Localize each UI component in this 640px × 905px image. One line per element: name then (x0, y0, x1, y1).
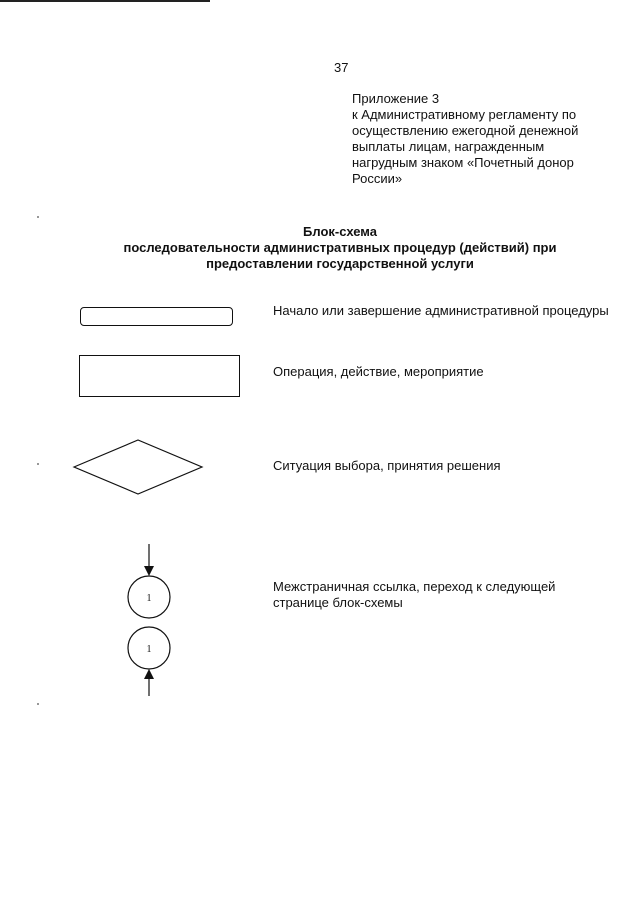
scan-speck (37, 703, 39, 705)
appendix-line: выплаты лицам, награжденным (352, 139, 545, 154)
incoming-connector-number: 1 (146, 644, 152, 655)
terminal-symbol (80, 307, 233, 326)
title-line: последовательности административных процедур (действий) при (123, 240, 557, 255)
appendix-note (352, 91, 592, 187)
appendix-line: осуществлению ежегодной денежной (352, 123, 579, 138)
appendix-line: России» (352, 171, 403, 186)
appendix-line: Приложение 3 (352, 91, 440, 106)
operation-symbol-label: Операция, действие, мероприятие (273, 364, 484, 379)
appendix-line: к Административному регламенту по (352, 107, 577, 122)
title-line: Блок-схема (303, 224, 377, 239)
decision-symbol (72, 438, 204, 496)
title-line: предоставлении государственной услуги (206, 256, 474, 271)
page-number: 37 (334, 60, 349, 75)
decision-symbol-label: Ситуация выбора, принятия решения (273, 458, 501, 473)
document-title (0, 224, 640, 272)
outgoing-connector-number: 1 (146, 593, 152, 604)
scan-speck (37, 216, 39, 218)
scan-edge-line (0, 0, 210, 2)
connector-label-line: Межстраничная ссылка, переход к следующей (273, 579, 556, 594)
scan-speck (37, 463, 39, 465)
operation-symbol (79, 355, 240, 397)
connector-label-line: странице блок-схемы (273, 595, 403, 610)
terminal-symbol-label: Начало или завершение административной процедуры (273, 303, 609, 318)
connector-symbol-label (273, 579, 555, 611)
connector-symbols (120, 540, 180, 700)
appendix-line: нагрудным знаком «Почетный донор (352, 155, 574, 170)
